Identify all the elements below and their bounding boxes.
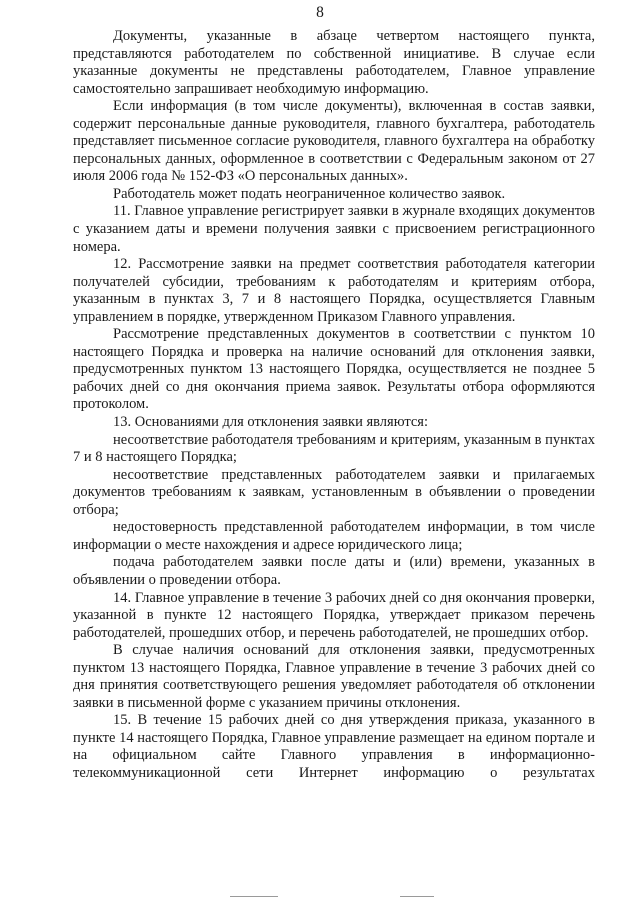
paragraph-rejection-criteria-4: подача работодателем заявки после даты и (или) времени, указанных в объявлении о проведении отбора. <box>73 554 595 588</box>
paragraph-item-12: 12. Рассмотрение заявки на предмет соответствия работодателя категории получателей субсидии, требованиям к работодателям и критериям отбора, указанным в пунктах 3, 7 и 8 настоящего Порядка, осуществляется Главным управлением в порядке, утвержденном Приказом Главного управления. <box>73 256 595 325</box>
document-body <box>73 28 595 783</box>
page-number: 8 <box>316 4 324 21</box>
paragraph-item-15: 15. В течение 15 рабочих дней со дня утверждения приказа, указанного в пункте 14 настоящего Порядка, Главное управление размещает на едином портале и на официальном сайте Главного управления в информационно-телекоммуникационной сети Интернет информацию о результатах <box>73 712 595 781</box>
paragraph-rejection-criteria-3: недостоверность представленной работодателем информации, в том числе информации о месте нахождения и адресе юридического лица; <box>73 519 595 553</box>
paragraph-rejection-criteria-2: несоответствие представленных работодателем заявки и прилагаемых документов требованиям к заявкам, установленным в объявлении о проведении отбора; <box>73 466 595 518</box>
paragraph-unlimited-applications: Работодатель может подать неограниченное количество заявок. <box>113 185 506 202</box>
paragraph-item-11: 11. Главное управление регистрирует заявки в журнале входящих документов с указанием даты и времени получения заявки с присвоением регистрационного номера. <box>73 203 595 255</box>
paragraph-review-of-documents: Рассмотрение представленных документов в соответствии с пунктом 10 настоящего Порядка и проверка на наличие оснований для отклонения заявки, предусмотренных пунктом 13 настоящего Порядка, осуществляется не позднее 5 рабочих дней со дня окончания приема заявок. Результаты отбора оформляются протоколом. <box>73 326 595 413</box>
scan-mark <box>230 896 278 897</box>
scan-mark <box>400 896 434 897</box>
paragraph-additional-documents: Документы, указанные в абзаце четвертом настоящего пункта, представляются работодателем по собственной инициативе. В случае если указанные документы не представлены работодателем, Главное управление самостоятельно запрашивает необходимую информацию. <box>73 28 595 97</box>
paragraph-personal-data-consent: Если информация (в том числе документы), включенная в состав заявки, содержит персональные данные руководителя, главного бухгалтера, работодатель представляет письменное согласие руководителя, главного бухгалтера на обработку персональных данных, оформленное в соответствии с Федеральным законом от 27 июля 2006 года № 152-ФЗ «О персональных данных». <box>73 98 595 185</box>
paragraph-rejection-notice: В случае наличия оснований для отклонения заявки, предусмотренных пунктом 13 настоящего Порядка, Главное управление в течение 3 рабочих дней со дня принятия соответствующего решения уведомляет работодателя об отклонении заявки в письменной форме с указанием причины отклонения. <box>73 642 595 711</box>
paragraph-rejection-criteria-1: несоответствие работодателя требованиям и критериям, указанным в пунктах 7 и 8 настоящего Порядка; <box>73 431 595 466</box>
paragraph-item-13: 13. Основаниями для отклонения заявки являются: <box>113 414 428 431</box>
scan-artifact-marks <box>230 896 450 899</box>
paragraph-item-14: 14. Главное управление в течение 3 рабочих дней со дня окончания проверки, указанной в пункте 12 настоящего Порядка, утверждает приказом перечень работодателей, прошедших отбор, и перечень работодателей, не прошедших отбор. <box>73 589 595 641</box>
